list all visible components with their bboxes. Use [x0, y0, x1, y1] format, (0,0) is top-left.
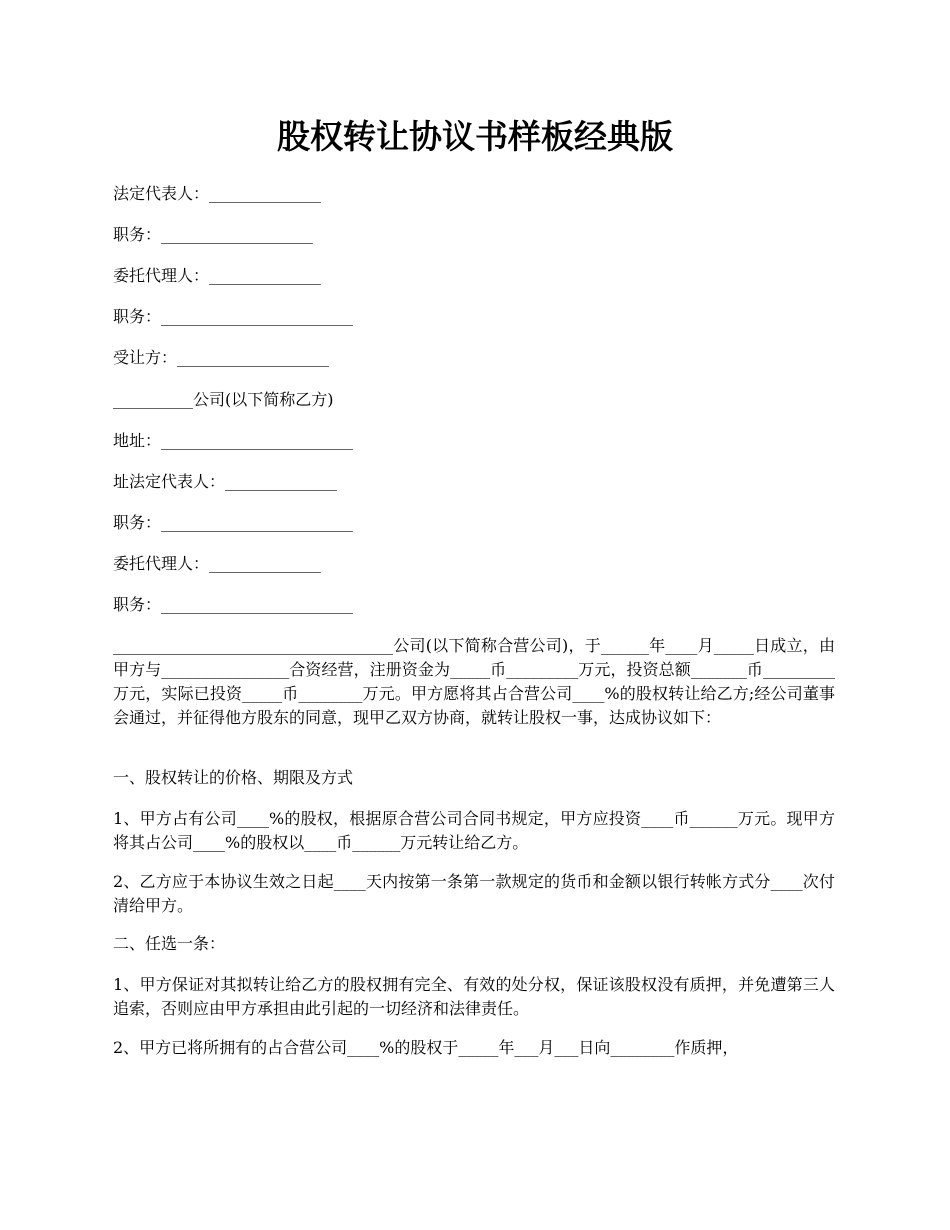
- transferee-line: 受让方：___________________: [113, 348, 330, 367]
- company-party-b-line: __________公司(以下简称乙方): [113, 390, 334, 409]
- intro-paragraph: ___________________________________公司(以下简称合营公司)，于______年____月_____日成立，由甲方与________________合资经营，注册资金为_____币_________万元，投资总额_______币_________万元，实际已投资_____币________万元。甲方愿将其占合营公司____%的股权转让给乙方;经公司董事会通过，并征得他方股东的同意，现甲乙双方协商，就转让股权一事，达成协议如下：: [113, 636, 835, 727]
- legal-representative-line: 法定代表人：______________: [113, 184, 322, 203]
- clause-paragraph: 2、乙方应于本协议生效之日起____天内按第一条第一款规定的货币和金额以银行转帐方式分____次付清给甲方。: [113, 872, 835, 915]
- authorized-agent-line: 委托代理人：______________: [113, 554, 322, 573]
- clause-paragraph: 2、甲方已将所拥有的占合营公司____%的股权于_____年___月___日向________作质押，: [113, 1038, 739, 1057]
- position-line: 职务：________________________: [113, 595, 354, 614]
- position-line: 职务：___________________: [113, 225, 314, 244]
- section-heading: 二、任选一条：: [113, 934, 226, 953]
- document-title: 股权转让协议书样板经典版: [277, 117, 673, 156]
- clause-paragraph: 1、甲方保证对其拟转让给乙方的股权拥有完全、有效的处分权，保证该股权没有质押，并免遭第三人追索，否则应由甲方承担由此引起的一切经济和法律责任。: [113, 975, 835, 1018]
- legal-representative-line: 址法定代表人：______________: [113, 472, 338, 491]
- position-line: 职务：________________________: [113, 307, 354, 326]
- authorized-agent-line: 委托代理人：______________: [113, 266, 322, 285]
- section-heading: 一、股权转让的价格、期限及方式: [113, 768, 354, 787]
- clause-paragraph: 1、甲方占有公司____%的股权，根据原合营公司合同书规定，甲方应投资____币______万元。现甲方将其占公司____%的股权以____币______万元转让给乙方。: [113, 809, 835, 852]
- position-line: 职务：________________________: [113, 513, 354, 532]
- address-line: 地址：________________________: [113, 431, 354, 450]
